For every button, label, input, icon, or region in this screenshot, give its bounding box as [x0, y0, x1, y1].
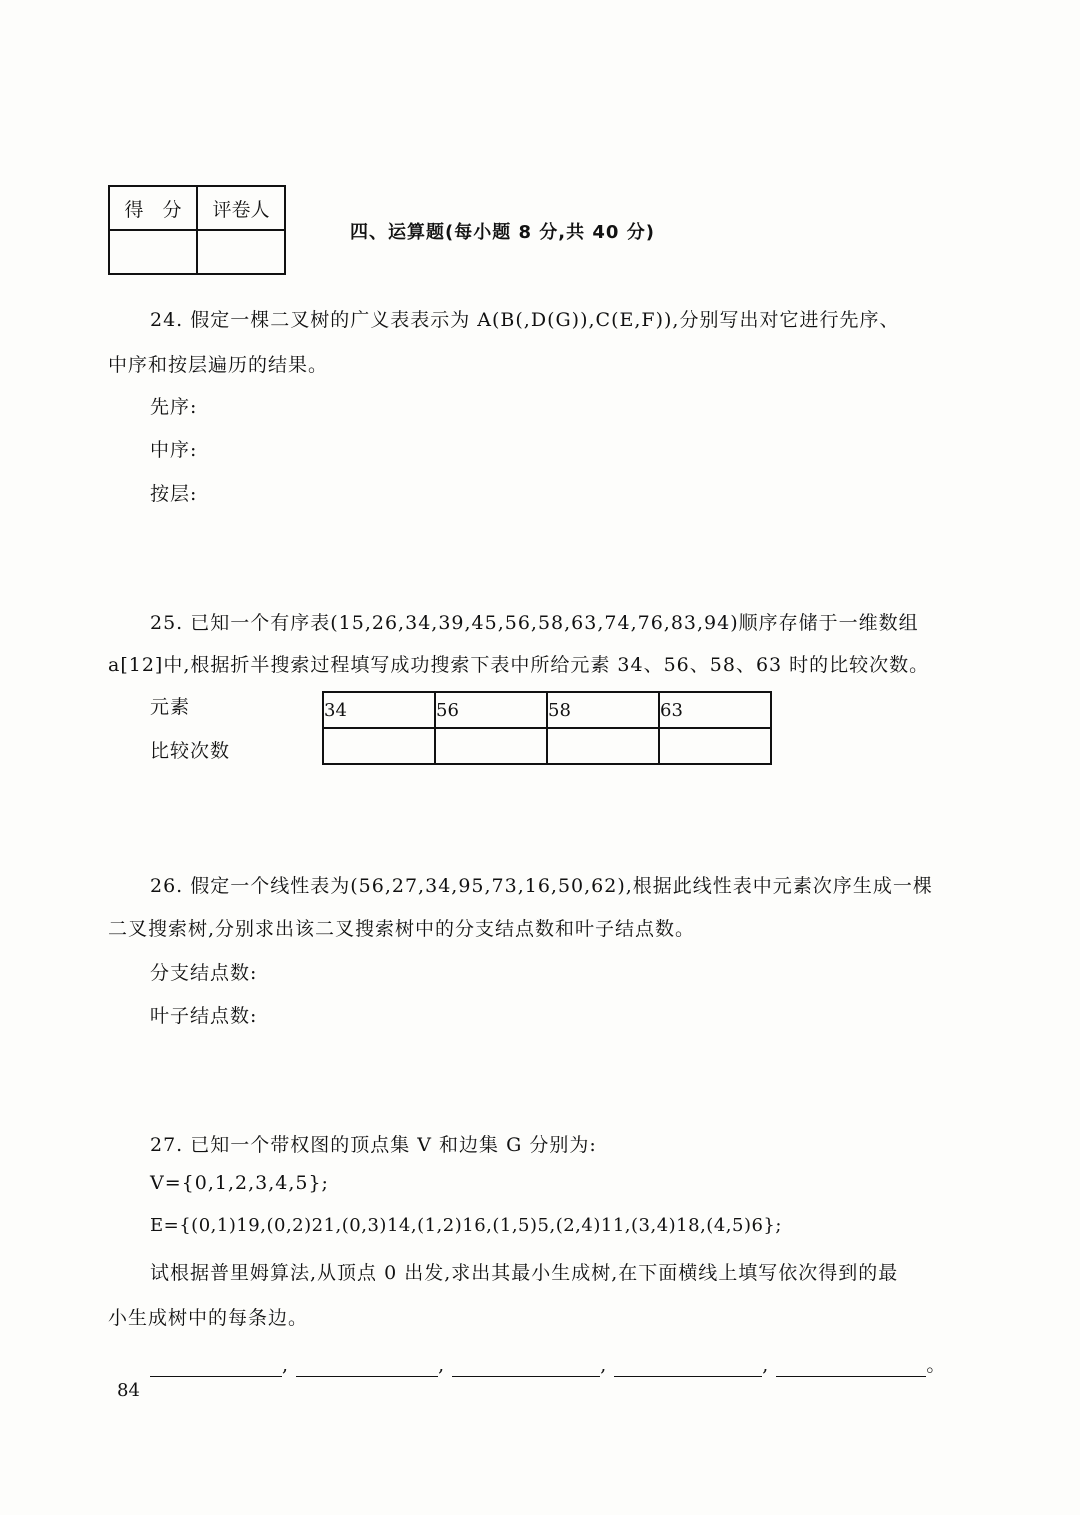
q24-line2: 中序和按层遍历的结果。 — [108, 354, 329, 376]
score-table — [108, 185, 286, 275]
comparison-table — [322, 691, 772, 765]
element-row — [323, 692, 771, 728]
element-cell: 63 — [659, 692, 771, 728]
grader-cell[interactable] — [197, 230, 285, 274]
q24-inorder-label: 中序: — [150, 439, 198, 461]
grader-label: 评卷人 — [197, 186, 285, 230]
section-title: 四、运算题(每小题 8 分,共 40 分) — [350, 222, 655, 243]
q26-leaf-label: 叶子结点数: — [150, 1005, 258, 1027]
q27-edge-set: E={(0,1)19,(0,2)21,(0,3)14,(1,2)16,(1,5)5,(2,4)11,(3,4)18,(4,5)6}; — [150, 1215, 782, 1236]
answer-period: 。 — [926, 1354, 947, 1376]
element-cell: 56 — [435, 692, 547, 728]
mst-edge-blank[interactable] — [614, 1356, 762, 1377]
element-cell: 58 — [547, 692, 659, 728]
mst-answer-line — [150, 1350, 946, 1377]
q26-line2: 二叉搜索树,分别求出该二叉搜索树中的分支结点数和叶子结点数。 — [108, 918, 696, 940]
mst-edge-blank[interactable] — [150, 1356, 282, 1377]
count-cell[interactable] — [547, 728, 659, 764]
q27-line5: 小生成树中的每条边。 — [108, 1307, 309, 1329]
q27-line4: 试根据普里姆算法,从顶点 0 出发,求出其最小生成树,在下面横线上填写依次得到的最 — [150, 1262, 899, 1284]
blank-separator: , — [600, 1354, 608, 1376]
count-cell[interactable] — [323, 728, 435, 764]
q27-vertex-set: V={0,1,2,3,4,5}; — [150, 1172, 329, 1194]
q27-line1: 27. 已知一个带权图的顶点集 V 和边集 G 分别为: — [150, 1134, 597, 1156]
count-cell[interactable] — [435, 728, 547, 764]
q24-preorder-label: 先序: — [150, 396, 198, 418]
q25-line2: a[12]中,根据折半搜索过程填写成功搜索下表中所给元素 34、56、58、63 时的比较次数。 — [108, 654, 930, 676]
score-cell[interactable] — [109, 230, 197, 274]
q24-line1: 24. 假定一棵二叉树的广义表表示为 A(B(,D(G)),C(E,F)),分别写出对它进行先序、 — [150, 309, 900, 331]
page-number: 84 — [117, 1380, 140, 1401]
mst-edge-blank[interactable] — [296, 1356, 438, 1377]
q25-line1: 25. 已知一个有序表(15,26,34,39,45,56,58,63,74,76,83,94)顺序存储于一维数组 — [150, 612, 919, 634]
score-label: 得 分 — [109, 186, 197, 230]
blank-separator: , — [762, 1354, 770, 1376]
mst-edge-blank[interactable] — [452, 1356, 600, 1377]
blank-separator: , — [438, 1354, 446, 1376]
q24-levelorder-label: 按层: — [150, 483, 198, 505]
q25-count-label: 比较次数 — [150, 740, 231, 762]
blank-separator: , — [282, 1354, 290, 1376]
count-cell[interactable] — [659, 728, 771, 764]
q26-branch-label: 分支结点数: — [150, 962, 258, 984]
count-row — [323, 728, 771, 764]
mst-edge-blank[interactable] — [776, 1356, 926, 1377]
q26-line1: 26. 假定一个线性表为(56,27,34,95,73,16,50,62),根据此线性表中元素次序生成一棵 — [150, 875, 933, 897]
element-cell: 34 — [323, 692, 435, 728]
q25-elem-label: 元素 — [150, 696, 191, 718]
